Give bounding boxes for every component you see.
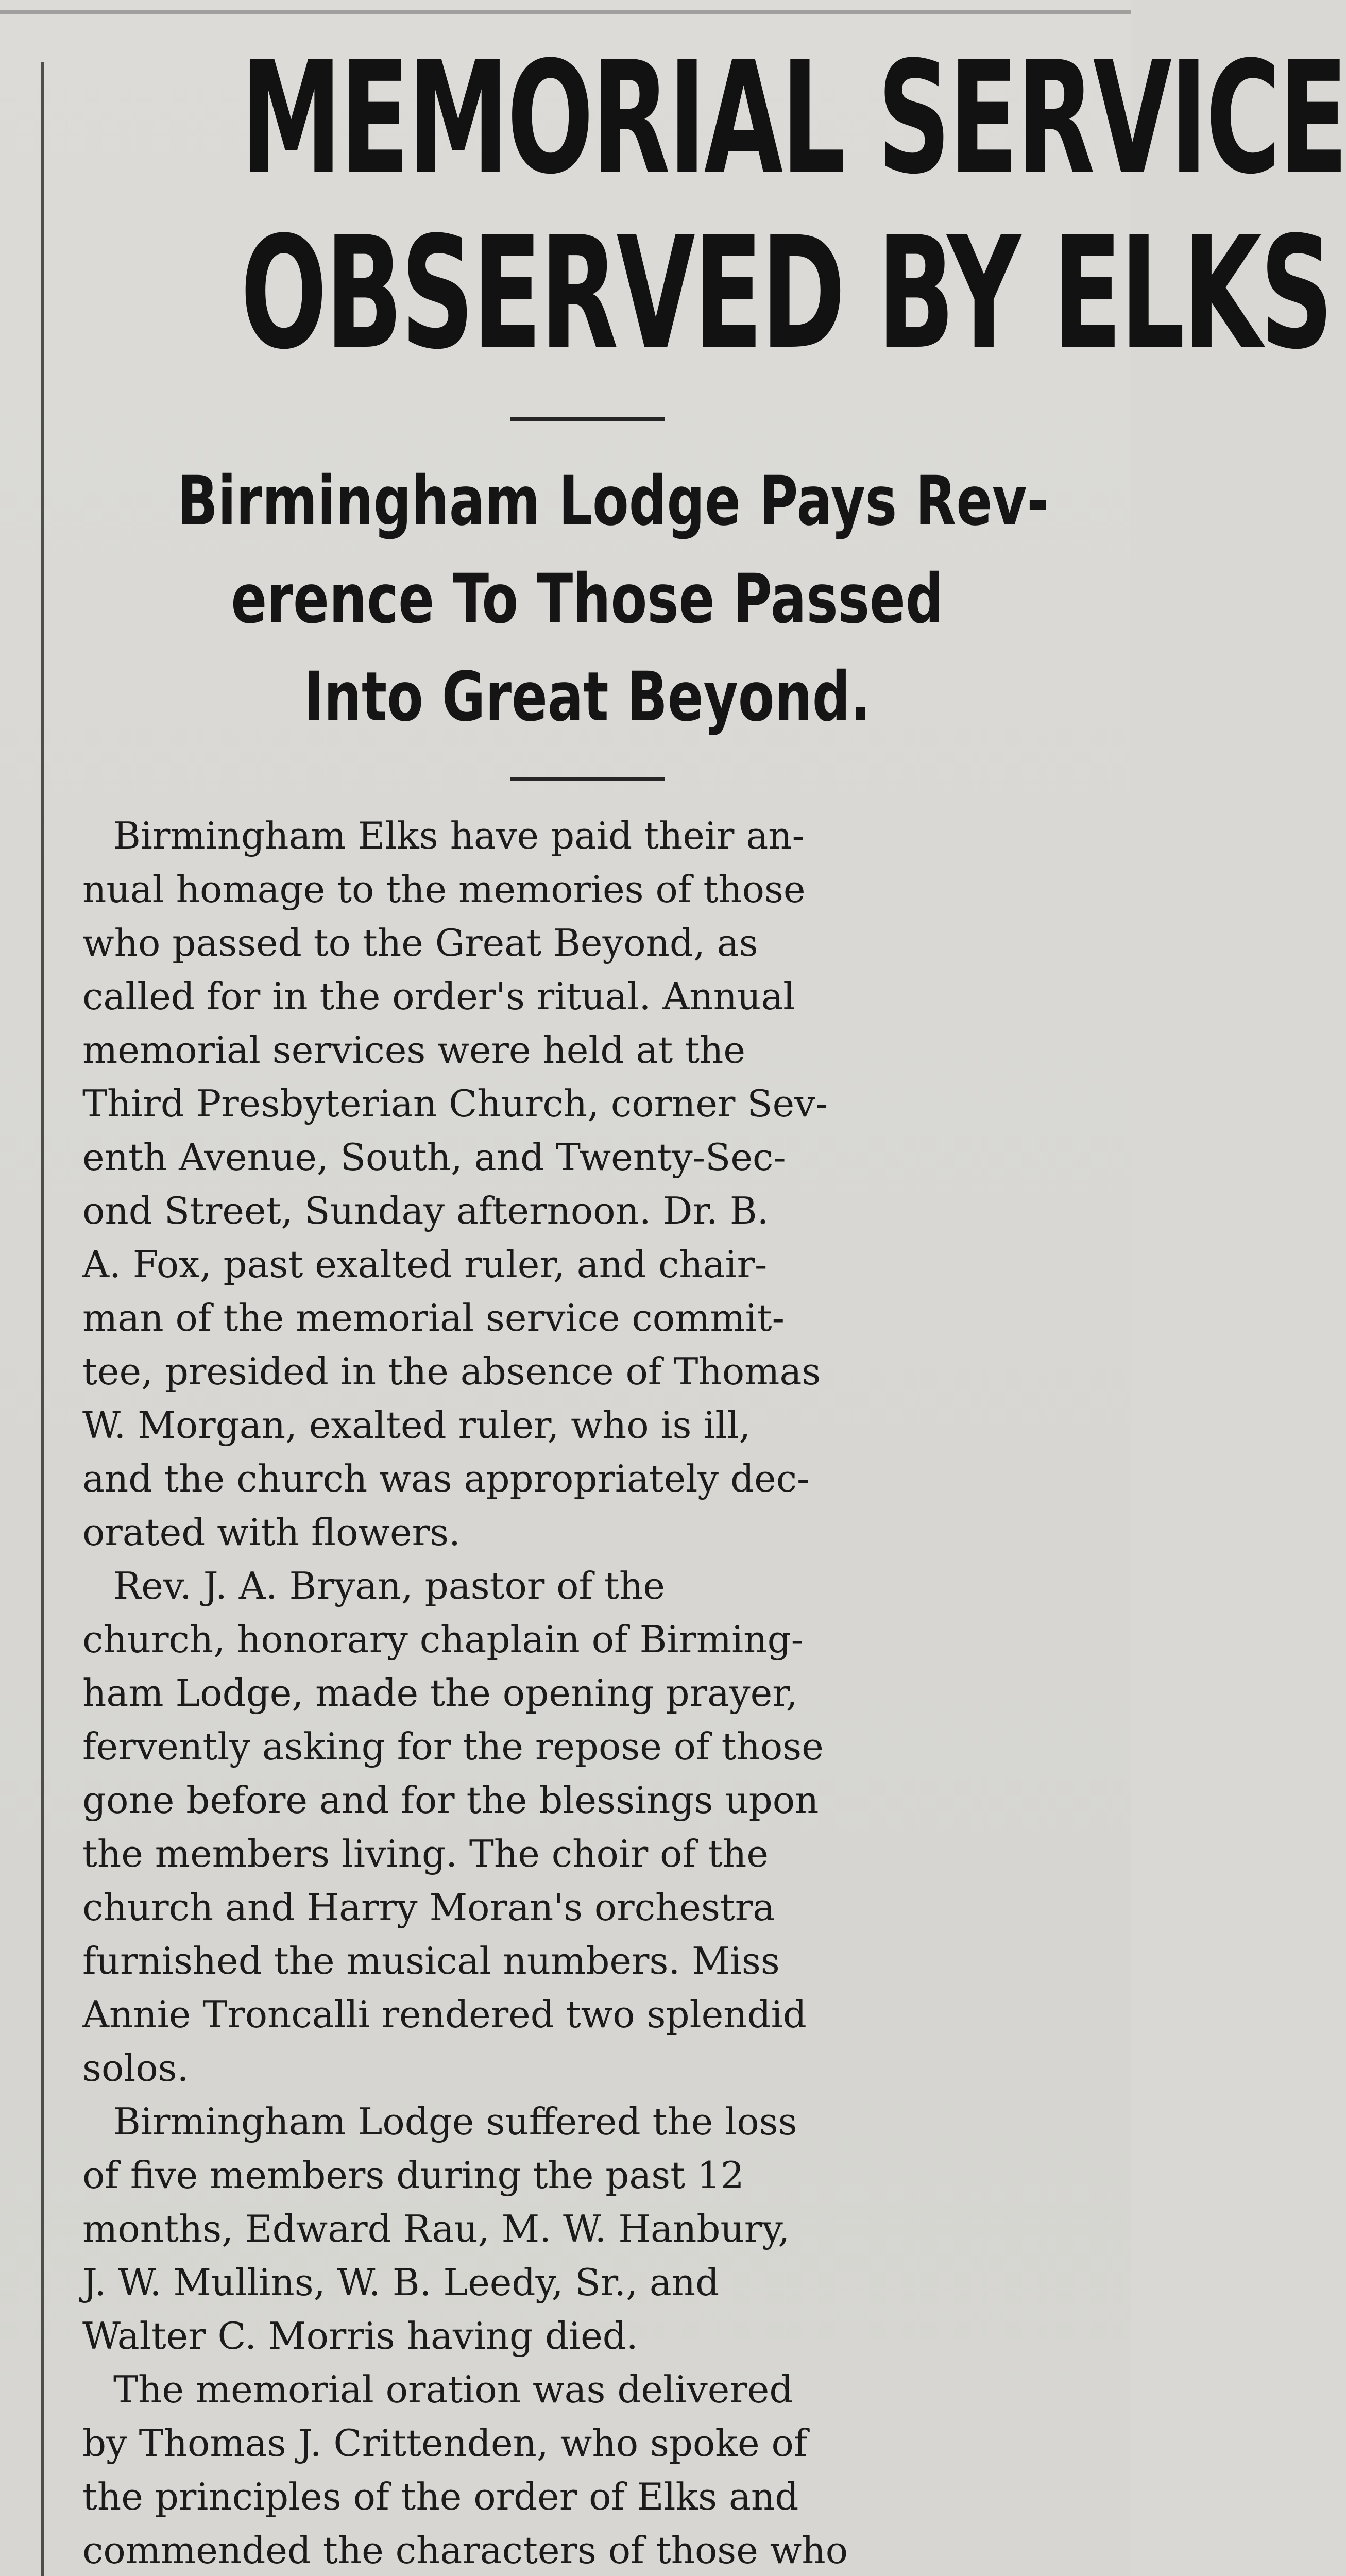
- body-line: Rev. J. A. Bryan, pastor of the: [113, 1564, 665, 1607]
- body-line: ham Lodge, made the opening prayer,: [82, 1671, 798, 1715]
- body-line: and the church was appropriately dec-: [82, 1457, 810, 1500]
- subheadline-divider: [510, 777, 665, 781]
- subheadline: [62, 452, 1113, 746]
- body-line: solos.: [82, 2046, 189, 2090]
- body-line: the principles of the order of Elks and: [82, 2475, 799, 2518]
- body-line: called for in the order's ritual. Annual: [82, 975, 795, 1018]
- left-column-rule: [41, 62, 44, 2576]
- article-body: [82, 809, 1092, 2576]
- subheadline-line-2: erence To Those Passed: [231, 560, 944, 639]
- body-line: church, honorary chaplain of Birming-: [82, 1618, 804, 1661]
- body-line: Birmingham Elks have paid their an-: [113, 814, 805, 857]
- headline: [62, 28, 1346, 383]
- body-line: J. W. Mullins, W. B. Leedy, Sr., and: [82, 2261, 720, 2304]
- body-line: W. Morgan, exalted ruler, who is ill,: [82, 1403, 751, 1447]
- body-line: fervently asking for the repose of those: [82, 1725, 824, 1768]
- body-line: Walter C. Morris having died.: [82, 2314, 638, 2358]
- body-line: church and Harry Moran's orchestra: [82, 1886, 775, 1929]
- body-line: ond Street, Sunday afternoon. Dr. B.: [82, 1189, 769, 1232]
- body-line: orated with flowers.: [82, 1511, 461, 1554]
- body-line: Third Presbyterian Church, corner Sev-: [82, 1082, 828, 1125]
- body-line: The memorial oration was delivered: [113, 2368, 793, 2411]
- body-line: memorial services were held at the: [82, 1028, 746, 1072]
- subheadline-line-1: Birmingham Lodge Pays Rev-: [177, 462, 1049, 541]
- body-line: by Thomas J. Crittenden, who spoke of: [82, 2421, 808, 2465]
- article: [62, 28, 1346, 2576]
- headline-divider: [510, 417, 665, 421]
- body-line: commended the characters of those who: [82, 2529, 848, 2572]
- body-line: tee, presided in the absence of Thomas: [82, 1350, 821, 1393]
- body-line: Annie Troncalli rendered two splendid: [82, 1993, 807, 2036]
- subheadline-line-3: Into Great Beyond.: [304, 657, 871, 737]
- headline-line-2: OBSERVED BY ELKS: [240, 204, 1332, 383]
- body-line: months, Edward Rau, M. W. Hanbury,: [82, 2207, 790, 2250]
- body-line: of five members during the past 12: [82, 2154, 744, 2197]
- headline-line-1: MEMORIAL SERVICE: [240, 28, 1346, 208]
- body-line: who passed to the Great Beyond, as: [82, 921, 758, 964]
- body-line: enth Avenue, South, and Twenty-Sec-: [82, 1136, 786, 1179]
- body-line: man of the memorial service commit-: [82, 1296, 785, 1340]
- body-line: A. Fox, past exalted ruler, and chair-: [82, 1243, 768, 1286]
- body-line: gone before and for the blessings upon: [82, 1778, 819, 1822]
- body-line: Birmingham Lodge suffered the loss: [113, 2100, 797, 2143]
- body-line: furnished the musical numbers. Miss: [82, 1939, 780, 1982]
- body-line: the members living. The choir of the: [82, 1832, 769, 1875]
- top-column-rule: [0, 10, 1131, 14]
- body-line: nual homage to the memories of those: [82, 868, 806, 911]
